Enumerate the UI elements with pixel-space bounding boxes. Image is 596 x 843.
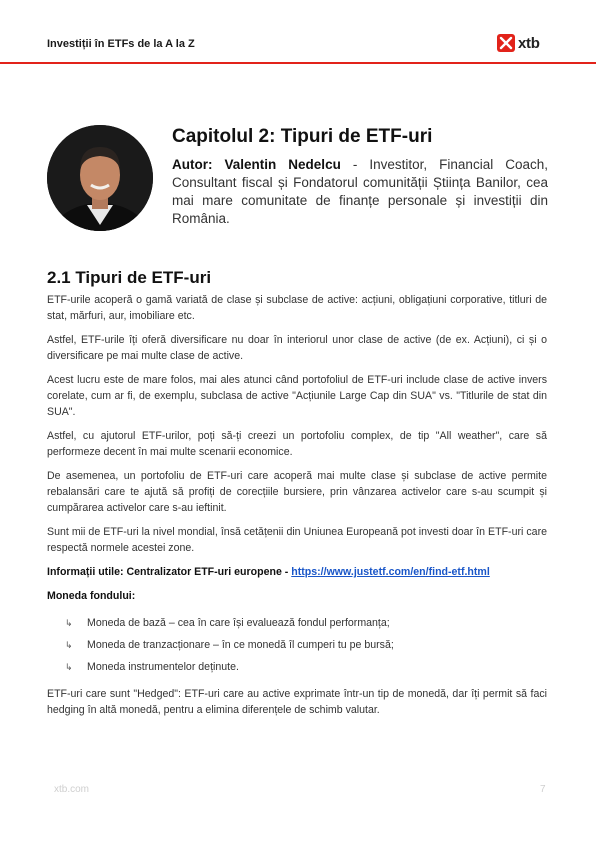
header-divider	[0, 62, 596, 64]
currency-list	[47, 612, 547, 678]
footer-site: xtb.com	[54, 784, 90, 795]
paragraph: Acest lucru este de mare folos, mai ales atunci când portofoliul de ETF-uri include clase de active invers corelate, cum ar fi, de exemplu, subclasa de active "Acțiunile Large Cap din SUA" vs. "Titlurile de stat din SUA".	[47, 374, 547, 418]
list-item	[47, 634, 547, 656]
page-number: 7	[540, 784, 546, 795]
paragraph: ETF-urile acoperă o gamă variată de clase și subclase de active: acțiuni, obligațiuni corporative, titluri de stat, mărfuri, aur, imobiliare etc.	[47, 294, 547, 322]
author-avatar	[47, 125, 153, 231]
arrow-return-icon: ↳	[65, 662, 73, 672]
list-item	[47, 656, 547, 678]
info-line	[47, 564, 547, 580]
paragraph: Astfel, ETF-urile îți oferă diversificare nu doar în interiorul unor clase de active (de ex. Acțiuni), ci și o diversificare pe mai multe clase de active.	[47, 334, 547, 362]
section-title: 2.1 Tipuri de ETF-uri	[47, 268, 212, 287]
closing-paragraph: ETF-uri care sunt "Hedged": ETF-uri care au active exprimate într-un tip de monedă, dar îți permit să faci hedging în altă monedă, pentru a elimina diferențele de schimb valutar.	[47, 688, 547, 716]
info-label: Informații utile: Centralizator ETF-uri europene -	[47, 566, 292, 578]
arrow-return-icon: ↳	[65, 640, 73, 650]
currency-heading: Moneda fondului:	[47, 590, 136, 602]
arrow-return-icon: ↳	[65, 618, 73, 628]
document-header-title: Investiții în ETFs de la A la Z	[47, 38, 195, 50]
author-description: - Investitor, Financial Coach, Consultant fiscal și Fondatorul comunității Știința Banilor, cea mai mare comunitate de finanțe personale și investiții din România.	[172, 157, 548, 226]
list-item	[47, 612, 547, 634]
paragraph: Astfel, cu ajutorul ETF-urilor, poți să-ți creezi un portofoliu complex, de tip "All weather", care să performeze decent în mai multe scenarii economice.	[47, 430, 547, 458]
list-item-text: Moneda instrumentelor deținute.	[87, 661, 239, 673]
xtb-logo-text: xtb	[518, 34, 540, 52]
justetf-link[interactable]: https://www.justetf.com/en/find-etf.html	[291, 566, 490, 578]
author-bio	[172, 156, 548, 228]
xtb-logo	[497, 33, 540, 53]
paragraph: De asemenea, un portofoliu de ETF-uri care acoperă mai multe clase și subclase de active permite rebalansări care te ajută să profiți de corecțiile bursiere, prin vânzarea activelor care s-au scumpit și cumpărarea activelor care s-au ieftinit.	[47, 470, 547, 514]
list-item-text: Moneda de tranzacționare – în ce monedă îl cumperi tu pe bursă;	[87, 639, 394, 651]
xtb-logo-mark-icon	[497, 34, 515, 52]
author-name: Autor: Valentin Nedelcu	[172, 157, 341, 172]
list-item-text: Moneda de bază – cea în care își evaluează fondul performanța;	[87, 617, 390, 629]
section-body	[47, 292, 547, 726]
paragraph: Sunt mii de ETF-uri la nivel mondial, însă cetățenii din Uniunea Europeană pot investi doar în ETF-uri care respectă normele acestei zone.	[47, 526, 547, 554]
chapter-title: Capitolul 2: Tipuri de ETF-uri	[172, 126, 433, 147]
